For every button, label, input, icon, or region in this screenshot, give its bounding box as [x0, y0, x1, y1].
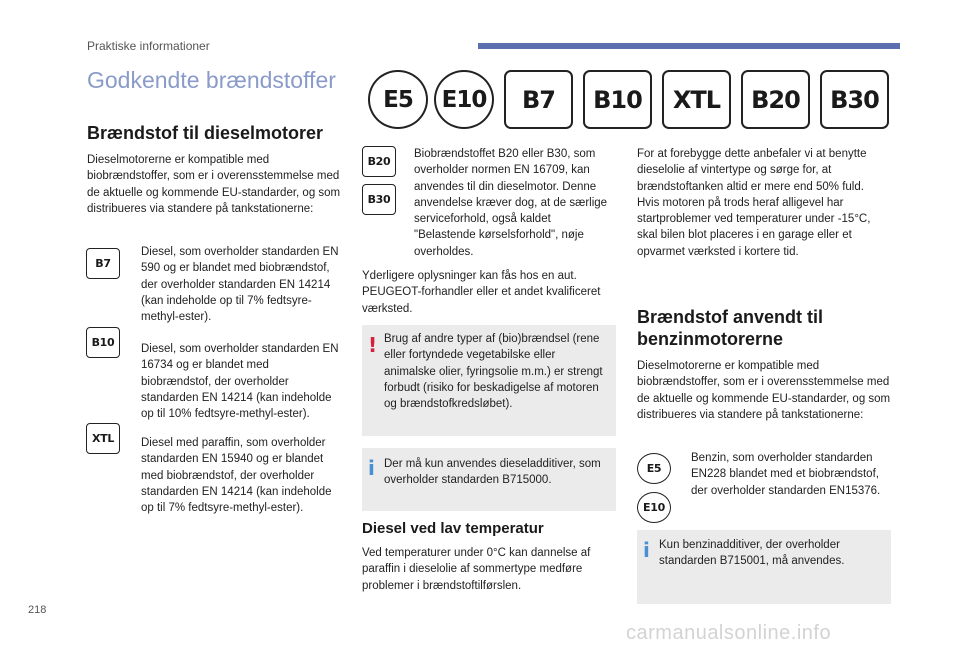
diesel-intro: Dieselmotorerne er kompatible med biobrændstoffer, som er i overensstemmelse med de aktuelle og kommende EU-standarder, og som distribueres via standere på tankstationerne: [87, 154, 341, 215]
e10-icon: E10 [637, 492, 671, 523]
watermark: carmanualsonline.info [626, 622, 832, 644]
fuel-label-xtl-icon: XTL [662, 70, 731, 129]
page-title: Godkendte brændstoffer [87, 67, 336, 93]
b7-icon: B7 [86, 248, 120, 279]
diesel-item-xtl-text: Diesel med paraffin, som overholder standarden EN 15940 og er blandet med biobrændstof, der overholder standarden EN 14214 (kan indeholde op til 7% fedtsyre-methyl-ester). [141, 437, 332, 515]
warning-notice [362, 325, 616, 436]
info-icon: i [643, 538, 650, 562]
bio-text: Biobrændstoffet B20 eller B30, som overholder normen EN 16709, kan anvendes til din dieselmotor. Denne anvendelse kræver dog, at de særlige serviceforhold, også kaldet "Belastende kørselsforhold", nøje overholdes. [414, 148, 608, 258]
info-notice [362, 448, 616, 511]
fuel-label-b7-icon: B7 [504, 70, 573, 129]
section-label: Praktiske informationer [87, 39, 210, 53]
petrol-heading: Brændstof anvendt til benzinmotorerne [637, 307, 824, 349]
low-temp-heading: Diesel ved lav temperatur [362, 520, 544, 537]
header-rule [478, 43, 900, 49]
fuel-label-b10-icon: B10 [583, 70, 652, 129]
fuel-label-b30-icon: B30 [820, 70, 889, 129]
warning-text: Brug af andre typer af (bio)brændsel (rene eller fortyndede vegetabilske eller animalske olier, fyringsolie m.m.) er strengt forbudt (risiko for beskadigelse af motoren og brændstofkredsløbet). [384, 333, 603, 411]
fuel-label-e5-icon: E5 [368, 70, 428, 129]
diesel-heading: Brændstof til dieselmotorer [87, 123, 324, 143]
info-text: Der må kun anvendes dieseladditiver, som overholder standarden B715000. [384, 458, 601, 487]
info-icon: i [368, 456, 375, 480]
petrol-intro: Dieselmotorerne er kompatible med biobrændstoffer, som er i overensstemmelse med de aktuelle og kommende EU-standarder, og som distribueres via standere på tankstationerne: [637, 360, 891, 421]
b30-icon: B30 [362, 184, 396, 215]
fuel-label-e10-icon: E10 [434, 70, 494, 129]
diesel-item-b10-text: Diesel, som overholder standarden EN 16734 og er blandet med biobrændstof, der overholder standarden EN 14214 (kan indeholde op til 10% fedtsyre-methyl-ester). [141, 343, 339, 421]
fuel-label-b20-icon: B20 [741, 70, 810, 129]
warning-icon: ! [368, 333, 378, 357]
petrol-info-text: Kun benzinadditiver, der overholder standarden B715001, må anvendes. [659, 539, 845, 568]
b20-icon: B20 [362, 146, 396, 177]
b10-icon: B10 [86, 327, 120, 358]
petrol-info-notice [637, 530, 891, 604]
more-info-text: Yderligere oplysninger kan fås hos en aut. PEUGEOT-forhandler eller et andet kvalificeret værksted. [362, 270, 601, 315]
e5-icon: E5 [637, 453, 671, 484]
diesel-item-b7-text: Diesel, som overholder standarden EN 590 og er blandet med biobrændstof, der overholder standarden EN 14214 (kan indeholde op til 7% fedtsyre-methyl-ester). [141, 246, 339, 324]
low-temp-advice: For at forebygge dette anbefaler vi at benytte dieselolie af vintertype og sørge for, at brændstoftanken altid er mere end 50% fuld. Hvis motoren på trods heraf alligevel har startproblemer ved temperaturer under -15°C, skal bilen blot placeres i en garage eller et opvarmet værksted i kortere tid. [637, 148, 871, 258]
xtl-icon: XTL [86, 423, 120, 454]
low-temp-text: Ved temperaturer under 0°C kan dannelse af paraffin i dieselolie af sommertype medføre problemer i brændstoftilførslen. [362, 547, 591, 592]
petrol-text: Benzin, som overholder standarden EN228 blandet med et biobrændstof, der overholder standarden EN15376. [691, 452, 881, 497]
fuel-label-row [368, 70, 889, 129]
page-number: 218 [28, 604, 47, 616]
